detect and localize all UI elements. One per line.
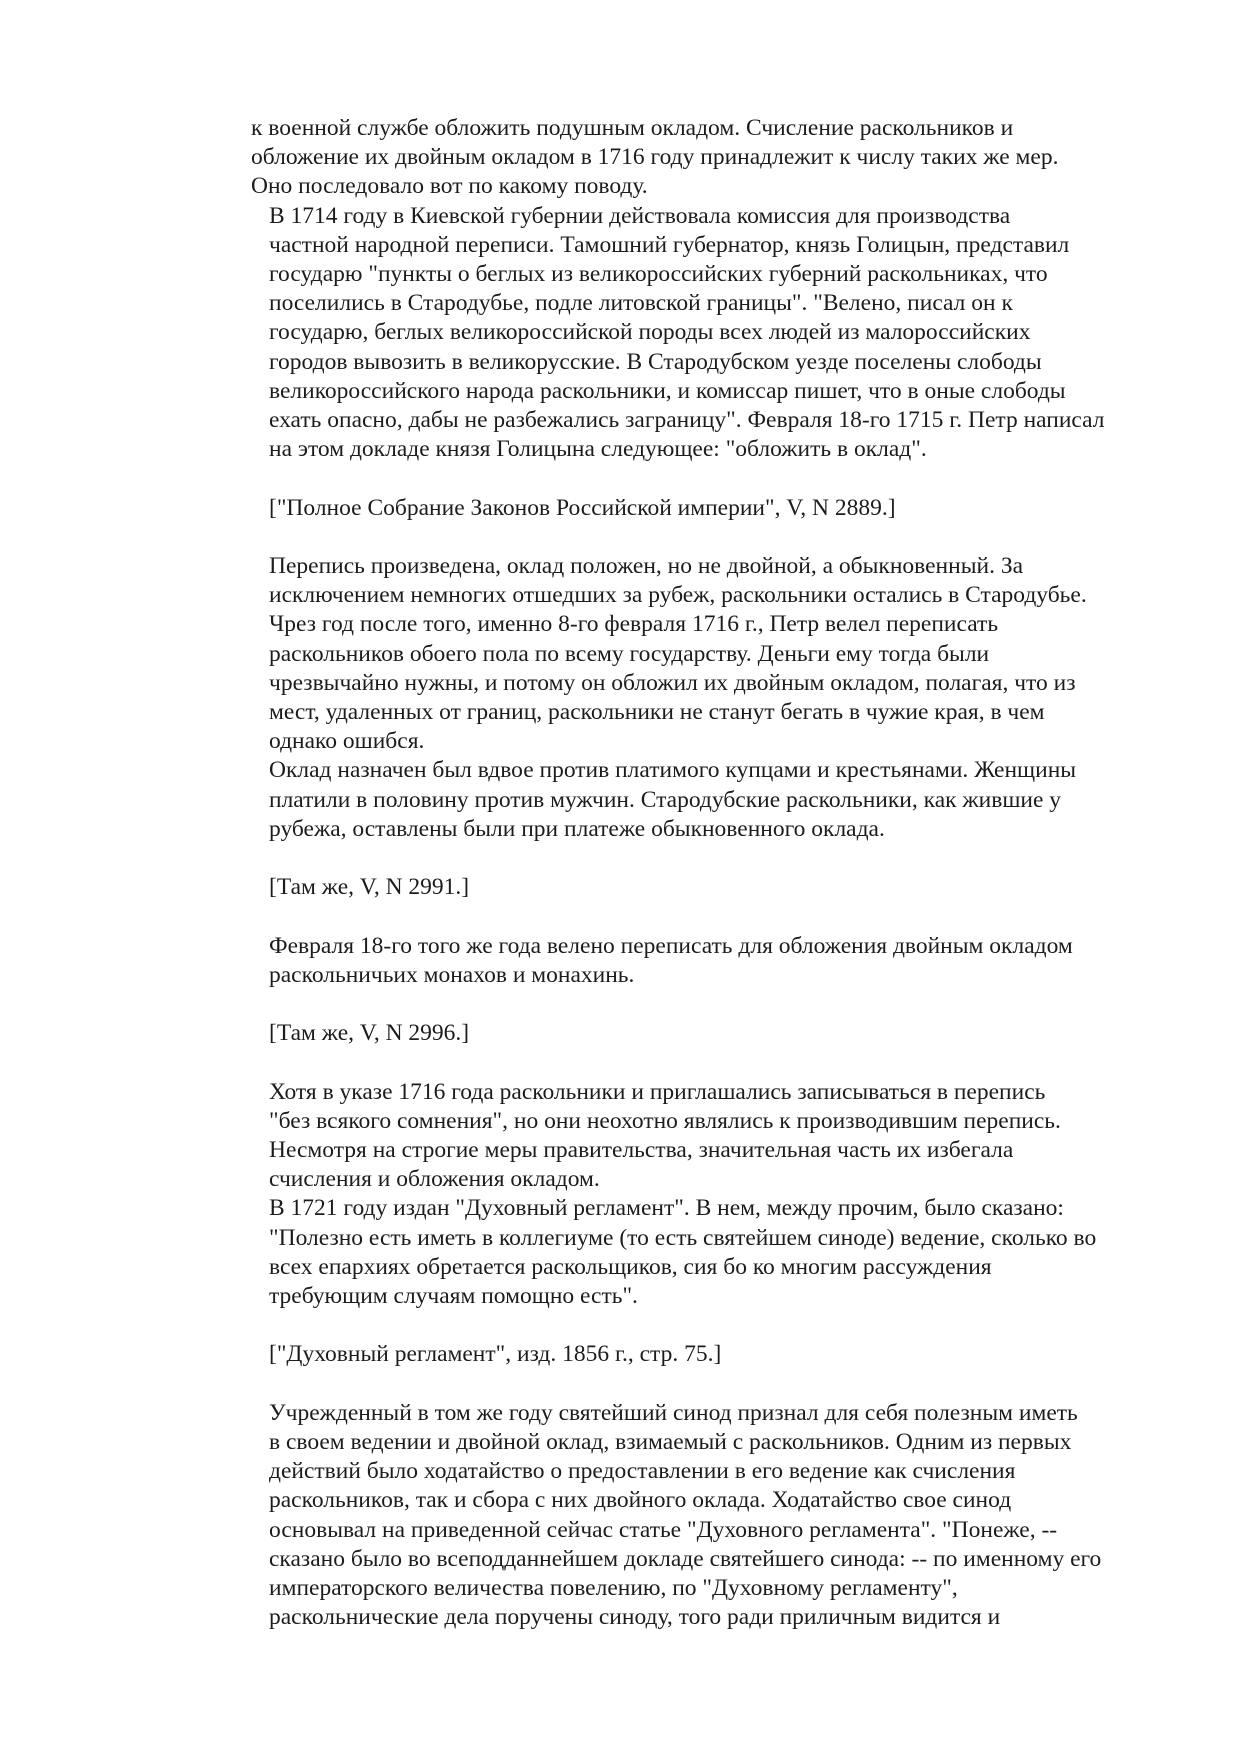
citation-note — [251, 1340, 1151, 1369]
text-line: [Там же, V, N 2991.] — [269, 874, 470, 901]
paragraph — [251, 552, 1151, 610]
paragraph — [251, 114, 1151, 202]
text-line: раскольничьих монахов и монахинь. — [269, 961, 635, 988]
text-line: Оклад назначен был вдвое против платимого купцами и крестьянами. Женщины — [269, 757, 1077, 784]
text-line: Перепись произведена, оклад положен, но не двойной, а обыкновенный. За — [269, 553, 1024, 580]
text-line: частной народной переписи. Тамошний губернатор, князь Голицын, представил — [269, 231, 1070, 258]
text-line: однако ошибся. — [269, 728, 425, 755]
text-line: раскольнические дела поручены синоду, того ради приличным видится и — [269, 1604, 1001, 1631]
text-line: "без всякого сомнения", но они неохотно являлись к производившим перепись. — [269, 1107, 1061, 1134]
citation-note — [251, 873, 1151, 902]
text-line: рубежа, оставлены были при платеже обыкновенного оклада. — [269, 815, 885, 842]
text-line: государю "пункты о беглых из великороссийских губерний раскольниках, что — [269, 261, 1048, 288]
paragraph — [251, 1078, 1151, 1195]
text-line: императорского величества повелению, по "Духовному регламенту", — [269, 1575, 958, 1602]
text-line: Февраля 18-го того же года велено переписать для обложения двойным окладом — [269, 932, 1073, 959]
text-line: платили в половину против мужчин. Стародубские раскольники, как жившие у — [269, 786, 1062, 813]
text-line: "Полезно есть иметь в коллегиуме (то есть святейшем синоде) ведение, сколько во — [269, 1224, 1097, 1251]
text-line: требующим случаям помощно есть". — [269, 1283, 638, 1310]
text-line: ["Полное Собрание Законов Российской империи", V, N 2889.] — [269, 494, 896, 521]
text-line: Несмотря на строгие меры правительства, значительная часть их избегала — [269, 1137, 1014, 1164]
paragraph — [251, 202, 1151, 465]
citation-note — [251, 1019, 1151, 1048]
text-line: действий было ходатайство о предоставлении в его ведение как счисления — [269, 1458, 1016, 1485]
text-line: великороссийского народа раскольники, и комиссар пишет, что в оные слободы — [269, 377, 1066, 404]
text-line: [Там же, V, N 2996.] — [269, 1020, 470, 1047]
text-line: поселились в Стародубье, подле литовской границы". "Велено, писал он к — [269, 290, 1013, 317]
text-line: ехать опасно, дабы не разбежались заграницу". Февраля 18-го 1715 г. Петр написал — [269, 407, 1105, 434]
paragraph — [251, 1399, 1151, 1633]
text-line: Оно последовало вот по какому поводу. — [251, 173, 648, 200]
text-line: раскольников, так и сбора с них двойного оклада. Ходатайство свое синод — [269, 1487, 1012, 1514]
text-line: на этом докладе князя Голицына следующее: "обложить в оклад". — [269, 436, 927, 463]
text-line: всех епархиях обретается раскольщиков, сия бо ко многим рассуждения — [269, 1253, 992, 1280]
text-line: к военной службе обложить подушным окладом. Счисление раскольников и — [251, 115, 1014, 141]
text-line: сказано было во всеподданнейшем докладе святейшего синода: -- по именному его — [269, 1545, 1102, 1572]
text-line: раскольников обоего пола по всему государству. Деньги ему тогда были — [269, 640, 990, 667]
text-line: городов вывозить в великорусские. В Стародубском уезде поселены слободы — [269, 348, 1042, 375]
text-line: основывал на приведенной сейчас статье "Духовного регламента". "Понеже, -- — [269, 1516, 1058, 1543]
text-line: ["Духовный регламент", изд. 1856 г., стр. 75.] — [269, 1341, 722, 1368]
paragraph — [251, 610, 1151, 756]
text-line: в своем ведении и двойной оклад, взимаемый с раскольников. Одним из первых — [269, 1429, 1072, 1456]
text-line: Хотя в указе 1716 года раскольники и приглашались записываться в перепись — [269, 1078, 1046, 1105]
text-line: обложение их двойным окладом в 1716 году принадлежит к числу таких же мер. — [251, 144, 1059, 171]
text-line: счисления и обложения окладом. — [269, 1166, 600, 1193]
text-line: Учрежденный в том же году святейший синод признал для себя полезным иметь — [269, 1399, 1078, 1426]
paragraph — [251, 1194, 1151, 1311]
text-line: мест, удаленных от границ, раскольники не станут бегать в чужие края, в чем — [269, 699, 1045, 726]
text-line: В 1714 году в Киевской губернии действовала комиссия для производства — [269, 202, 1011, 229]
text-line: В 1721 году издан "Духовный регламент". В нем, между прочим, было сказано: — [269, 1195, 1064, 1222]
text-line: чрезвычайно нужны, и потому он обложил их двойным окладом, полагая, что из — [269, 669, 1076, 696]
text-line: Чрез год после того, именно 8-го февраля 1716 г., Петр велел переписать — [269, 611, 999, 638]
document-text — [251, 114, 1151, 1632]
paragraph — [251, 756, 1151, 844]
citation-note — [251, 494, 1151, 523]
text-line: государю, беглых великороссийской породы всех людей из малороссийских — [269, 319, 1031, 346]
paragraph — [251, 932, 1151, 990]
text-line: исключением немногих отшедших за рубеж, раскольники остались в Стародубье. — [269, 582, 1087, 609]
